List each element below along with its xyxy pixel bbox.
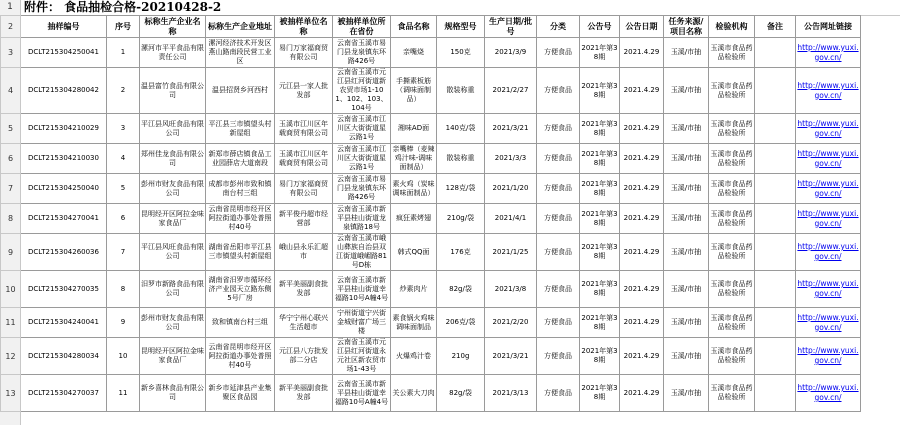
url-cell[interactable] <box>796 204 861 234</box>
sampled-address-cell[interactable]: 宁州街道宁兴街金城财富广场三楼 <box>333 308 391 338</box>
spec-cell[interactable]: 210g <box>437 338 485 375</box>
task-source-cell[interactable]: 玉溪/市抽 <box>664 234 709 271</box>
code-cell[interactable]: DCLT215304270035 <box>21 271 107 308</box>
row-number[interactable]: 6 <box>1 144 21 174</box>
task-source-cell[interactable]: 玉溪/市抽 <box>664 308 709 338</box>
sampled-unit-cell[interactable]: 新平美丽副食批发部 <box>275 375 333 412</box>
lab-cell[interactable]: 玉溪市食品药品检验所 <box>709 234 755 271</box>
manufacturer-cell[interactable]: 昆明经开区阿拉金味家食品厂 <box>140 204 206 234</box>
task-source-cell[interactable]: 玉溪/市抽 <box>664 38 709 68</box>
category-cell[interactable]: 方便食品 <box>537 375 580 412</box>
header-row <box>1 16 861 38</box>
sheet-title[interactable]: 附件： 食品抽检合格-20210428-2 <box>24 0 222 14</box>
notice-date-cell[interactable]: 2021.4.29 <box>620 308 664 338</box>
table-row <box>1 204 861 234</box>
row-number[interactable]: 2 <box>1 16 21 38</box>
seq-cell[interactable]: 11 <box>107 375 140 412</box>
food-name-cell[interactable]: 素食锅火鸡味调味面制品 <box>391 308 437 338</box>
note-cell[interactable] <box>755 114 796 144</box>
spec-cell[interactable]: 140克/袋 <box>437 114 485 144</box>
manufacturer-address-cell[interactable]: 云南省昆明市经开区阿拉街道办事处普照村40号 <box>206 338 275 375</box>
sampled-unit-cell[interactable]: 易门万家福商贸有限公司 <box>275 174 333 204</box>
manufacturer-cell[interactable]: 新乡喜林食品有限公司 <box>140 375 206 412</box>
food-name-cell[interactable]: 湘味AD面 <box>391 114 437 144</box>
seq-cell[interactable]: 8 <box>107 271 140 308</box>
header-cell-sampled-province[interactable]: 被抽样单位所在省份 <box>333 16 391 38</box>
table-row <box>1 174 861 204</box>
manufacturer-address-cell[interactable]: 温县招贤乡河西村 <box>206 68 275 114</box>
notice-date-cell[interactable]: 2021.4.29 <box>620 271 664 308</box>
notice-link[interactable]: http://www.yuxi.gov.cn/ <box>797 346 859 365</box>
notice-link[interactable]: http://www.yuxi.gov.cn/ <box>797 178 859 198</box>
table-row <box>1 375 861 412</box>
category-cell[interactable]: 方便食品 <box>537 144 580 174</box>
task-source-cell[interactable]: 玉溪/市抽 <box>664 204 709 234</box>
task-source-cell[interactable]: 玉溪/市抽 <box>664 338 709 375</box>
notice-no-cell[interactable]: 2021年第38期 <box>580 174 620 204</box>
title-row <box>0 0 900 16</box>
row-number[interactable]: 5 <box>1 114 21 144</box>
production-date-cell[interactable]: 2021/3/21 <box>485 114 537 144</box>
sampled-unit-cell[interactable]: 元江县一家人批发部 <box>275 68 333 114</box>
notice-link[interactable]: http://www.yuxi.gov.cn/ <box>797 312 859 332</box>
manufacturer-address-cell[interactable]: 成都市彭州市致和镇南台村三组 <box>206 174 275 204</box>
url-cell[interactable] <box>796 68 861 114</box>
production-date-cell[interactable]: 2021/2/27 <box>485 68 537 114</box>
row-number[interactable]: 4 <box>1 68 21 114</box>
food-name-cell[interactable]: 素火鸡（炭味调味面制品） <box>391 174 437 204</box>
notice-date-cell[interactable]: 2021.4.29 <box>620 38 664 68</box>
production-date-cell[interactable]: 2021/3/9 <box>485 38 537 68</box>
code-cell[interactable]: DCLT215304260036 <box>21 234 107 271</box>
sampled-unit-cell[interactable]: 华宁宁州心联兴生活超市 <box>275 308 333 338</box>
notice-link[interactable]: http://www.yuxi.gov.cn/ <box>797 208 859 228</box>
production-date-cell[interactable]: 2021/1/20 <box>485 174 537 204</box>
sampled-address-cell[interactable]: 云南省玉溪市易门县龙泉镇东环路426号 <box>333 38 391 68</box>
notice-link[interactable]: http://www.yuxi.gov.cn/ <box>797 279 859 298</box>
header-cell-manufacturer[interactable]: 标称生产企业名称 <box>140 16 206 38</box>
header-cell-production-date[interactable]: 生产日期/批号 <box>485 16 537 38</box>
notice-date-cell[interactable]: 2021.4.29 <box>620 114 664 144</box>
row-number[interactable]: 7 <box>1 174 21 204</box>
sampled-address-cell[interactable]: 云南省玉溪市易门县龙泉镇东环路426号 <box>333 174 391 204</box>
lab-cell[interactable]: 玉溪市食品药品检验所 <box>709 204 755 234</box>
category-cell[interactable]: 方便食品 <box>537 68 580 114</box>
food-name-cell[interactable]: 疯狂素烤翅 <box>391 204 437 234</box>
production-date-cell[interactable]: 2021/2/20 <box>485 308 537 338</box>
notice-date-cell[interactable]: 2021.4.29 <box>620 375 664 412</box>
lab-cell[interactable]: 玉溪市食品药品检验所 <box>709 68 755 114</box>
notice-no-cell[interactable]: 2021年第38期 <box>580 114 620 144</box>
sampled-address-cell[interactable]: 云南省玉溪市江川区大街街道星云路1号 <box>333 144 391 174</box>
row-number[interactable]: 3 <box>1 38 21 68</box>
spec-cell[interactable]: 150克 <box>437 38 485 68</box>
code-cell[interactable]: DCLT215304280042 <box>21 68 107 114</box>
category-cell[interactable]: 方便食品 <box>537 204 580 234</box>
production-date-cell[interactable]: 2021/3/3 <box>485 144 537 174</box>
note-cell[interactable] <box>755 68 796 114</box>
manufacturer-cell[interactable]: 温县富竹食品有限公司 <box>140 68 206 114</box>
note-cell[interactable] <box>755 308 796 338</box>
sampled-unit-cell[interactable]: 新平美丽副食批发部 <box>275 271 333 308</box>
url-cell[interactable] <box>796 271 861 308</box>
table-row <box>1 68 861 114</box>
category-cell[interactable]: 方便食品 <box>537 338 580 375</box>
row-number[interactable]: 9 <box>1 234 21 271</box>
header-cell-manufacturer-address[interactable]: 标称生产企业地址 <box>206 16 275 38</box>
category-cell[interactable]: 方便食品 <box>537 308 580 338</box>
row-number[interactable]: 1 <box>0 0 21 15</box>
code-cell[interactable]: DCLT215304270037 <box>21 375 107 412</box>
seq-cell[interactable]: 9 <box>107 308 140 338</box>
table-row <box>1 114 861 144</box>
spec-cell[interactable]: 82g/袋 <box>437 271 485 308</box>
category-cell[interactable]: 方便食品 <box>537 271 580 308</box>
manufacturer-cell[interactable]: 郑州佳龙食品有限公司 <box>140 144 206 174</box>
note-cell[interactable] <box>755 144 796 174</box>
url-cell[interactable] <box>796 375 861 412</box>
spec-cell[interactable]: 散装称重 <box>437 144 485 174</box>
notice-date-cell[interactable]: 2021.4.29 <box>620 338 664 375</box>
note-cell[interactable] <box>755 38 796 68</box>
code-cell[interactable]: DCLT215304210029 <box>21 114 107 144</box>
manufacturer-address-cell[interactable]: 湖南省汨罗市循环经济产业园天立路东侧5号厂房 <box>206 271 275 308</box>
manufacturer-cell[interactable]: 彭州市财友食品有限公司 <box>140 308 206 338</box>
table-row <box>1 38 861 68</box>
manufacturer-cell[interactable]: 平江县风旺食品有限公司 <box>140 114 206 144</box>
notice-date-cell[interactable]: 2021.4.29 <box>620 204 664 234</box>
notice-link[interactable]: http://www.yuxi.gov.cn/ <box>797 42 859 62</box>
seq-cell[interactable]: 7 <box>107 234 140 271</box>
manufacturer-cell[interactable]: 昆明经开区阿拉金味家食品厂 <box>140 338 206 375</box>
url-cell[interactable] <box>796 144 861 174</box>
note-cell[interactable] <box>755 204 796 234</box>
header-cell-food-name[interactable]: 食品名称 <box>391 16 437 38</box>
code-cell[interactable]: DCLT215304240041 <box>21 308 107 338</box>
header-cell-seq[interactable]: 序号 <box>107 16 140 38</box>
seq-cell[interactable]: 3 <box>107 114 140 144</box>
header-cell-url[interactable]: 公告网址链接 <box>796 16 861 38</box>
lab-cell[interactable]: 玉溪市食品药品检验所 <box>709 271 755 308</box>
sampled-unit-cell[interactable]: 峨山县永乐汇超市 <box>275 234 333 271</box>
url-cell[interactable] <box>796 338 861 375</box>
table-row <box>1 338 861 375</box>
food-name-cell[interactable]: 关公素大刀肉 <box>391 375 437 412</box>
spec-cell[interactable]: 82g/袋 <box>437 375 485 412</box>
notice-no-cell[interactable]: 2021年第38期 <box>580 271 620 308</box>
manufacturer-address-cell[interactable]: 致和镇南台村三组 <box>206 308 275 338</box>
url-cell[interactable] <box>796 308 861 338</box>
notice-no-cell[interactable]: 2021年第38期 <box>580 308 620 338</box>
header-cell-note[interactable]: 备注 <box>755 16 796 38</box>
seq-cell[interactable]: 2 <box>107 68 140 114</box>
code-cell[interactable]: DCLT215304250040 <box>21 174 107 204</box>
code-cell[interactable]: DCLT215304210030 <box>21 144 107 174</box>
url-cell[interactable] <box>796 38 861 68</box>
sampled-unit-cell[interactable]: 玉溪市江川区年载商贸有限公司 <box>275 114 333 144</box>
table-row <box>1 271 861 308</box>
spec-cell[interactable]: 210g/袋 <box>437 204 485 234</box>
sampled-address-cell[interactable]: 云南省玉溪市元江县红河街道永元社区新农贸市场1-43号 <box>333 338 391 375</box>
note-cell[interactable] <box>755 375 796 412</box>
notice-date-cell[interactable]: 2021.4.29 <box>620 174 664 204</box>
notice-no-cell[interactable]: 2021年第38期 <box>580 375 620 412</box>
url-cell[interactable] <box>796 234 861 271</box>
header-cell-spec[interactable]: 规格型号 <box>437 16 485 38</box>
food-name-cell[interactable]: 手撕素板筋（调味面制品） <box>391 68 437 114</box>
notice-link[interactable]: http://www.yuxi.gov.cn/ <box>797 383 859 402</box>
manufacturer-address-cell[interactable]: 湖南省岳阳市平江县三市镇望头村新屋组 <box>206 234 275 271</box>
category-cell[interactable]: 方便食品 <box>537 234 580 271</box>
seq-cell[interactable]: 10 <box>107 338 140 375</box>
notice-no-cell[interactable]: 2021年第38期 <box>580 338 620 375</box>
food-name-cell[interactable]: 韩式QQ面 <box>391 234 437 271</box>
row-number[interactable]: 12 <box>1 338 21 375</box>
lab-cell[interactable]: 玉溪市食品药品检验所 <box>709 375 755 412</box>
manufacturer-address-cell[interactable]: 新乡市延津县产业集聚区食品园 <box>206 375 275 412</box>
notice-no-cell[interactable]: 2021年第38期 <box>580 204 620 234</box>
code-cell[interactable]: DCLT215304250041 <box>21 38 107 68</box>
manufacturer-address-cell[interactable]: 新郑市薛店镇食品工业园薛店大道南段 <box>206 144 275 174</box>
lab-cell[interactable]: 玉溪市食品药品检验所 <box>709 144 755 174</box>
food-name-cell[interactable]: 亲嘴烧 <box>391 38 437 68</box>
header-cell-category[interactable]: 分类 <box>537 16 580 38</box>
url-cell[interactable] <box>796 174 861 204</box>
header-cell-sampled-unit[interactable]: 被抽样单位名称 <box>275 16 333 38</box>
production-date-cell[interactable]: 2021/3/8 <box>485 271 537 308</box>
category-cell[interactable]: 方便食品 <box>537 114 580 144</box>
table-row <box>1 308 861 338</box>
lab-cell[interactable]: 玉溪市食品药品检验所 <box>709 338 755 375</box>
table-row <box>1 234 861 271</box>
row-number[interactable]: 8 <box>1 204 21 234</box>
manufacturer-cell[interactable]: 平江县风旺食品有限公司 <box>140 234 206 271</box>
manufacturer-address-cell[interactable]: 平江县三市镇望头村新屋组 <box>206 114 275 144</box>
production-date-cell[interactable]: 2021/3/13 <box>485 375 537 412</box>
notice-no-cell[interactable]: 2021年第38期 <box>580 144 620 174</box>
manufacturer-address-cell[interactable]: 漯河经济技术开发区燕山路南段民营工业区 <box>206 38 275 68</box>
url-cell[interactable] <box>796 114 861 144</box>
note-cell[interactable] <box>755 234 796 271</box>
spec-cell[interactable]: 128克/袋 <box>437 174 485 204</box>
header-cell-task-source[interactable]: 任务来源/项目名称 <box>664 16 709 38</box>
lab-cell[interactable]: 玉溪市食品药品检验所 <box>709 38 755 68</box>
notice-date-cell[interactable]: 2021.4.29 <box>620 234 664 271</box>
production-date-cell[interactable]: 2021/4/1 <box>485 204 537 234</box>
note-cell[interactable] <box>755 271 796 308</box>
notice-link[interactable]: http://www.yuxi.gov.cn/ <box>797 80 859 100</box>
notice-link[interactable]: http://www.yuxi.gov.cn/ <box>797 118 859 138</box>
lab-cell[interactable]: 玉溪市食品药品检验所 <box>709 174 755 204</box>
notice-date-cell[interactable]: 2021.4.29 <box>620 68 664 114</box>
production-date-cell[interactable]: 2021/3/21 <box>485 338 537 375</box>
sampled-unit-cell[interactable]: 玉溪市江川区年载商贸有限公司 <box>275 144 333 174</box>
category-cell[interactable]: 方便食品 <box>537 38 580 68</box>
sampled-address-cell[interactable]: 云南省玉溪市新平县桂山街道幸福路10号A幢4号 <box>333 271 391 308</box>
sampled-address-cell[interactable]: 云南省玉溪市新平县桂山街道龙泉镇路18号 <box>333 204 391 234</box>
row-number[interactable]: 11 <box>1 308 21 338</box>
code-cell[interactable]: DCLT215304270041 <box>21 204 107 234</box>
header-cell-sample-code[interactable]: 抽样编号 <box>21 16 107 38</box>
food-name-cell[interactable]: 火爆鸡汁卷 <box>391 338 437 375</box>
sampled-unit-cell[interactable]: 元江县八方批发部二分店 <box>275 338 333 375</box>
lab-cell[interactable]: 玉溪市食品药品检验所 <box>709 308 755 338</box>
sampled-address-cell[interactable]: 云南省玉溪市新平县桂山街道幸福路10号A幢4号 <box>333 375 391 412</box>
note-cell[interactable] <box>755 174 796 204</box>
row-number[interactable]: 13 <box>1 375 21 412</box>
sampled-address-cell[interactable]: 云南省玉溪市江川区大街街道星云路1号 <box>333 114 391 144</box>
note-cell[interactable] <box>755 338 796 375</box>
lab-cell[interactable]: 玉溪市食品药品检验所 <box>709 114 755 144</box>
task-source-cell[interactable]: 玉溪/市抽 <box>664 144 709 174</box>
notice-no-cell[interactable]: 2021年第38期 <box>580 38 620 68</box>
seq-cell[interactable]: 6 <box>107 204 140 234</box>
data-table <box>0 15 861 412</box>
table-row <box>1 144 861 174</box>
seq-cell[interactable]: 4 <box>107 144 140 174</box>
sampled-address-cell[interactable]: 云南省玉溪市峨山彝族自治县双江街道峨嵋路81号D栋 <box>333 234 391 271</box>
food-name-cell[interactable]: 亲嘴棒（麦辣鸡汁味-调味面制品） <box>391 144 437 174</box>
header-cell-notice-date[interactable]: 公告日期 <box>620 16 664 38</box>
task-source-cell[interactable]: 玉溪/市抽 <box>664 271 709 308</box>
notice-link[interactable]: http://www.yuxi.gov.cn/ <box>797 242 859 261</box>
category-cell[interactable]: 方便食品 <box>537 174 580 204</box>
food-name-cell[interactable]: 炒素肉片 <box>391 271 437 308</box>
sampled-unit-cell[interactable]: 新平俊丹超市经营部 <box>275 204 333 234</box>
notice-no-cell[interactable]: 2021年第38期 <box>580 68 620 114</box>
notice-no-cell[interactable]: 2021年第38期 <box>580 234 620 271</box>
spec-cell[interactable]: 散装称重 <box>437 68 485 114</box>
sampled-unit-cell[interactable]: 易门万家福商贸有限公司 <box>275 38 333 68</box>
task-source-cell[interactable]: 玉溪/市抽 <box>664 174 709 204</box>
seq-cell[interactable]: 5 <box>107 174 140 204</box>
code-cell[interactable]: DCLT215304280034 <box>21 338 107 375</box>
header-cell-notice-no[interactable]: 公告号 <box>580 16 620 38</box>
manufacturer-cell[interactable]: 汨罗市新路食品有限公司 <box>140 271 206 308</box>
sampled-address-cell[interactable]: 云南省玉溪市元江县红河街道新农贸市场1-101、102、103、104号 <box>333 68 391 114</box>
production-date-cell[interactable]: 2021/1/25 <box>485 234 537 271</box>
header-cell-lab[interactable]: 检验机构 <box>709 16 755 38</box>
manufacturer-cell[interactable]: 彭州市财友食品有限公司 <box>140 174 206 204</box>
manufacturer-address-cell[interactable]: 云南省昆明市经开区阿拉街道办事处普照村40号 <box>206 204 275 234</box>
manufacturer-cell[interactable]: 漯河市平平食品有限责任公司 <box>140 38 206 68</box>
task-source-cell[interactable]: 玉溪/市抽 <box>664 114 709 144</box>
notice-link[interactable]: http://www.yuxi.gov.cn/ <box>797 148 859 168</box>
spec-cell[interactable]: 176克 <box>437 234 485 271</box>
task-source-cell[interactable]: 玉溪/市抽 <box>664 68 709 114</box>
row-number[interactable]: 10 <box>1 271 21 308</box>
task-source-cell[interactable]: 玉溪/市抽 <box>664 375 709 412</box>
notice-date-cell[interactable]: 2021.4.29 <box>620 144 664 174</box>
spec-cell[interactable]: 206克/袋 <box>437 308 485 338</box>
seq-cell[interactable]: 1 <box>107 38 140 68</box>
